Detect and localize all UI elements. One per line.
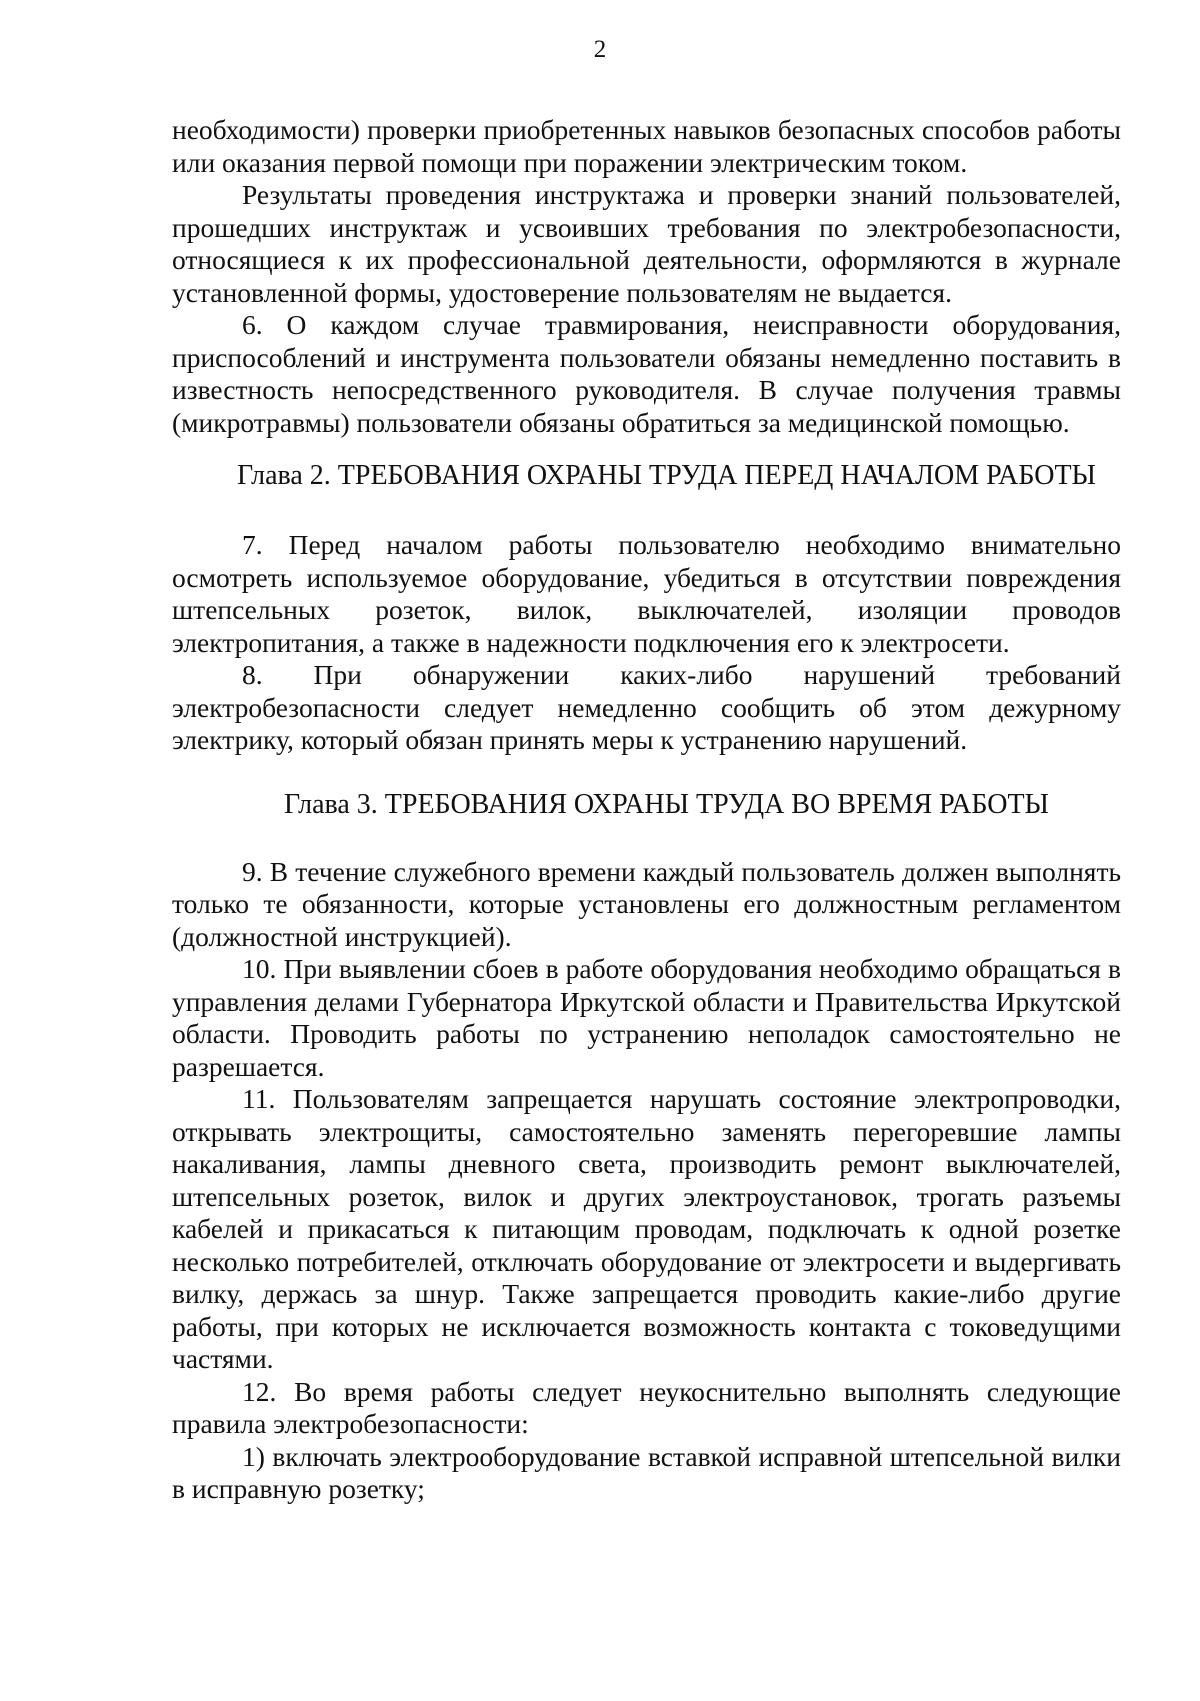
paragraph-11: 11. Пользователям запрещается нарушать состояние электропроводки, открывать электрощиты, самостоятельно заменять перегоревшие лампы накаливания, лампы дневного света, производить ремонт выключателей, штепсельных розеток, вилок и других электроустановок, трогать разъемы кабелей и прикасаться к питающим проводам, подключать к одной розетке несколько потребителей, отключать оборудование от электросети и выдергивать вилку, держась за шнур. Также запрещается проводить какие-либо другие работы, при которых не исключается возможность контакта с токоведущими частями. [172, 1083, 1121, 1374]
chapter-3-title: Глава 3. ТРЕБОВАНИЯ ОХРАНЫ ТРУДА ВО ВРЕМЯ РАБОТЫ [284, 788, 1049, 820]
paragraph-12: 12. Во время работы следует неукоснительно выполнять следующие правила электробезопасности: [172, 1375, 1121, 1439]
paragraph-7: 7. Перед началом работы пользователю необходимо внимательно осмотреть используемое оборудование, убедиться в отсутствии повреждения штепсельных розеток, вилок, выключателей, изоляции проводов электропитания, а также в надежности подключения его к электросети. [172, 529, 1121, 658]
chapter-2-title: Глава 2. ТРЕБОВАНИЯ ОХРАНЫ ТРУДА ПЕРЕД НАЧАЛОМ РАБОТЫ [237, 460, 1096, 491]
paragraph-12-item-1: 1) включать электрооборудование вставкой исправной штепсельной вилки в исправную розетку; [172, 1440, 1121, 1504]
paragraph-continuation: необходимости) проверки приобретенных навыков безопасных способов работы или оказания первой помощи при поражении электрическим током. [172, 114, 1121, 178]
document-body [172, 114, 1121, 1506]
paragraph-6: 6. О каждом случае травмирования, неисправности оборудования, приспособлений и инструмента пользователи обязаны немедленно поставить в известность непосредственного руководителя. В случае получения травмы (микротравмы) пользователи обязаны обратиться за медицинской помощью. [172, 309, 1121, 438]
paragraph-8: 8. При обнаружении каких-либо нарушений требований электробезопасности следует немедленно сообщить об этом дежурному электрику, который обязан принять меры к устранению нарушений. [172, 659, 1121, 755]
paragraph-results: Результаты проведения инструктажа и проверки знаний пользователей, прошедших инструктаж и усвоивших требования по электробезопасности, относящиеся к их профессиональной деятельности, оформляются в журнале установленной формы, удостоверение пользователям не выдается. [172, 179, 1121, 308]
paragraph-10: 10. При выявлении сбоев в работе оборудования необходимо обращаться в управления делами Губернатора Иркутской области и Правительства Иркутской области. Проводить работы по устранению неполадок самостоятельно не разрешается. [172, 953, 1121, 1082]
page-number: 2 [593, 36, 607, 63]
paragraph-9: 9. В течение служебного времени каждый пользователь должен выполнять только те обязанности, которые установлены его должностным регламентом (должностной инструкцией). [172, 855, 1121, 952]
